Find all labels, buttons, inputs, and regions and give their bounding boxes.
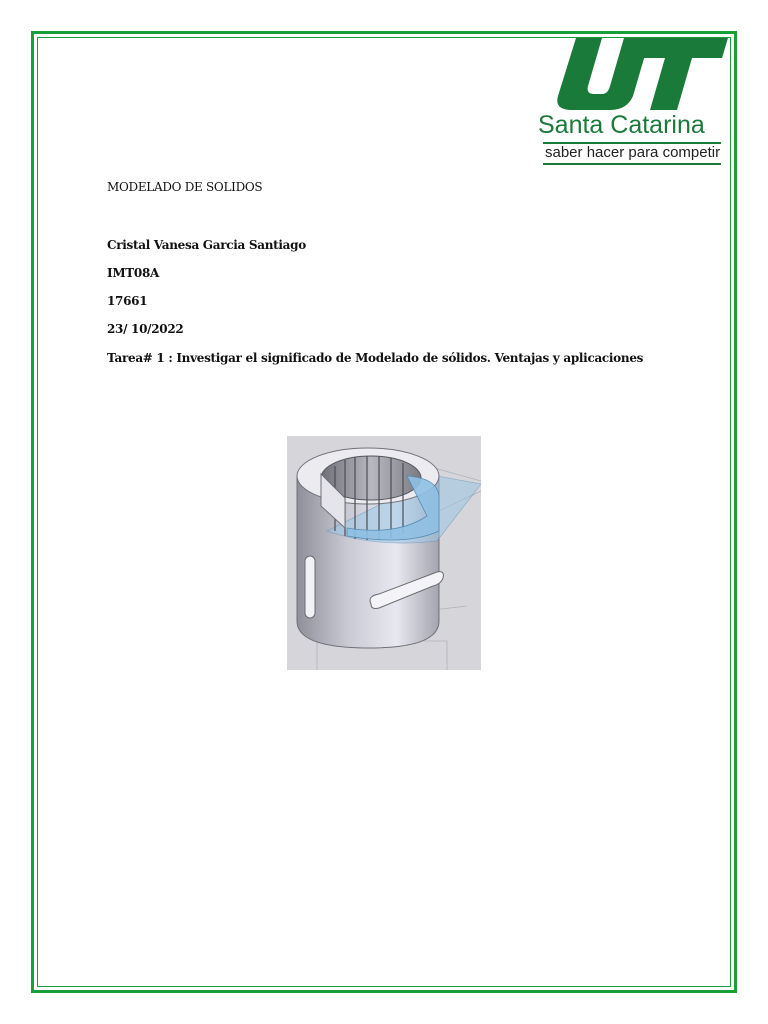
assignment-title: Tarea# 1 : Investigar el significado de Modelado de sólidos. Ventajas y aplicaciones xyxy=(107,351,644,365)
logo-rule-bottom xyxy=(543,163,721,165)
logo-name: Santa Catarina xyxy=(538,111,705,139)
student-id: 17661 xyxy=(107,294,148,308)
date: 23/ 10/2022 xyxy=(107,322,184,336)
course-title: MODELADO DE SOLIDOS xyxy=(107,180,263,194)
logo-tagline: saber hacer para competir xyxy=(545,144,721,161)
student-name: Cristal Vanesa Garcia Santiago xyxy=(107,238,306,252)
logo-t-shape xyxy=(630,38,728,110)
solid-model-cylinder-icon xyxy=(287,436,481,670)
solid-model-figure xyxy=(287,436,481,670)
group-code: IMT08A xyxy=(107,266,160,280)
